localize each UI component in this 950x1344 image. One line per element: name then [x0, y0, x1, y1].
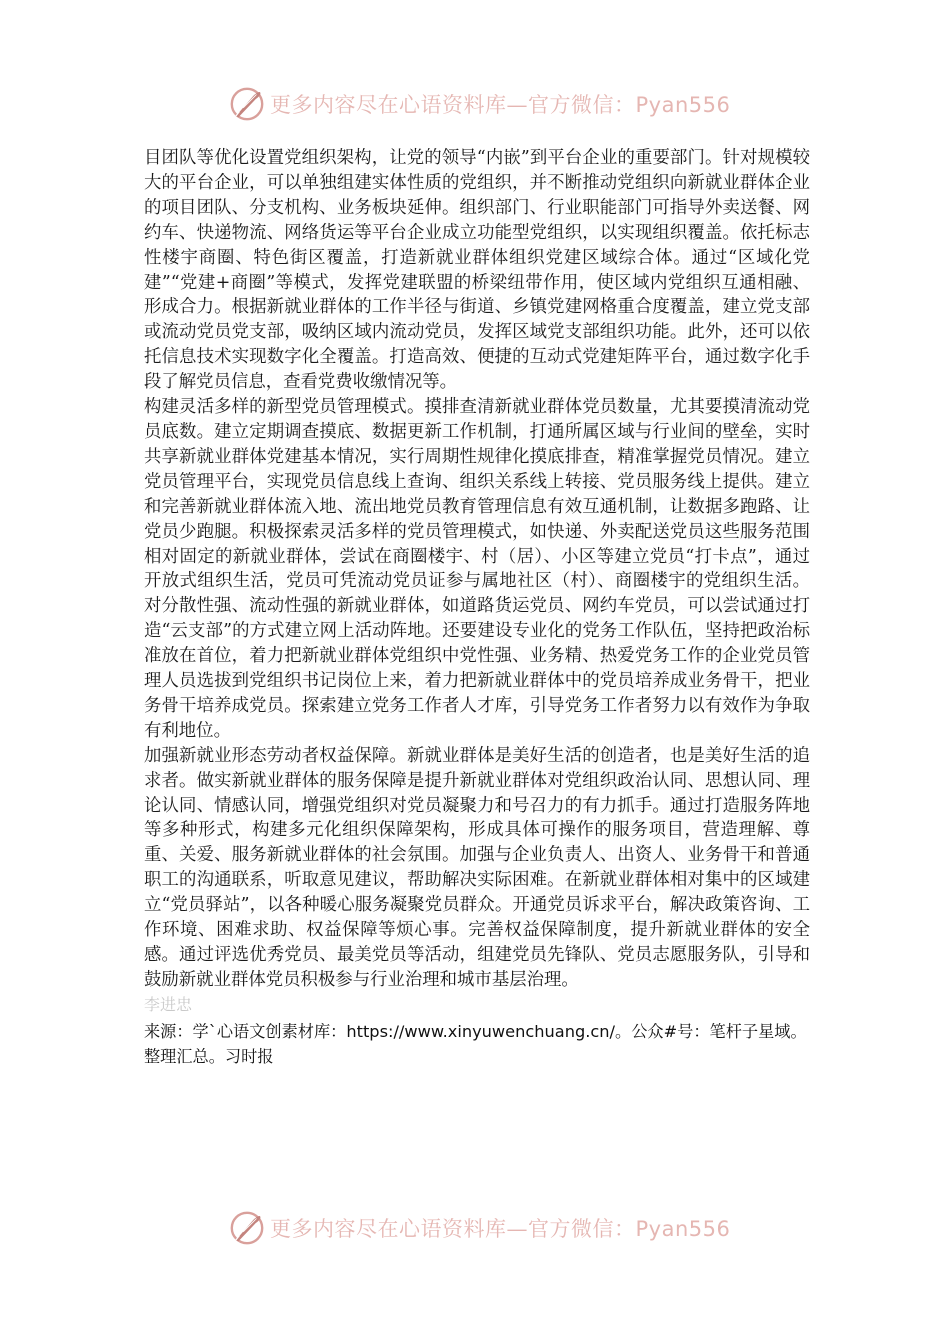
quill-pen-logo-icon — [228, 1209, 266, 1247]
watermark-text: 更多内容尽在心语资料库—官方微信：Pyan556 — [270, 93, 731, 117]
author-name: 李进忠 — [144, 994, 193, 1014]
paragraph: 加强新就业形态劳动者权益保障。新就业群体是美好生活的创造者，也是美好生活的追求者。做实新就业群体的服务保障是提升新就业群体对党组织政治认同、思想认同、理论认同、情感认同，增强党组织对党员凝聚力和号召力的有力抓手。通过打造服务阵地等多种形式，构建多元化组织保障架构，形成具体可操作的服务项目，营造理解、尊重、关爱、服务新就业群体的社会氛围。加强与企业负责人、出资人、业务骨干和普通职工的沟通联系，听取意见建议，帮助解决实际困难。在新就业群体相对集中的区域建立“党员驿站”，以各种暖心服务凝聚党员群众。开通党员诉求平台，解决政策咨询、工作环境、困难求助、权益保障等烦心事。完善权益保障制度，提升新就业群体的安全感。通过评选优秀党员、最美党员等活动，组建党员先锋队、党员志愿服务队，引导和鼓励新就业群体党员积极参与行业治理和城市基层治理。 — [144, 745, 810, 990]
watermark-inner — [228, 1208, 730, 1248]
article-body — [144, 146, 810, 1070]
paragraph: 构建灵活多样的新型党员管理模式。摸排查清新就业群体党员数量，尤其要摸清流动党员底数。建立定期调查摸底、数据更新工作机制，打通所属区域与行业间的壁垒，实时共享新就业群体党建基本情况，实行周期性规律化摸底排查，精准掌握党员情况。建立党员管理平台，实现党员信息线上查询、组织关系线上转接、党员服务线上提供。建立和完善新就业群体流入地、流出地党员教育管理信息有效互通机制，让数据多跑路、让党员少跑腿。积极探索灵活多样的党员管理模式，如快递、外卖配送党员这些服务范围相对固定的新就业群体，尝试在商圈楼宇、村（居）、小区等建立党员“打卡点”，通过开放式组织生活，党员可凭流动党员证参与属地社区（村）、商圈楼宇的党组织生活。对分散性强、流动性强的新就业群体，如道路货运党员、网约车党员，可以尝试通过打造“云支部”的方式建立网上活动阵地。还要建设专业化的党务工作队伍，坚持把政治标准放在首位，着力把新就业群体党组织中党性强、业务精、热爱党务工作的企业党员管理人员选拔到党组织书记岗位上来，着力把新就业群体中的党员培养成业务骨干，把业务骨干培养成党员。探索建立党务工作者人才库，引导党务工作者努力以有效作为争取有利地位。 — [144, 397, 810, 741]
quill-pen-logo-icon — [228, 85, 266, 123]
watermark-text: 更多内容尽在心语资料库—官方微信：Pyan556 — [270, 1217, 731, 1241]
watermark-banner-top — [0, 84, 950, 124]
watermark-banner-bottom — [0, 1208, 950, 1248]
watermark-inner — [228, 84, 730, 124]
source-note: 来源：学`心语文创素材库：https://www.xinyuwenchuang.cn/。公众#号：笔杆子星域。整理汇总。习时报 — [144, 1021, 807, 1066]
paragraph: 目团队等优化设置党组织架构，让党的领导“内嵌”到平台企业的重要部门。针对规模较大的平台企业，可以单独组建实体性质的党组织，并不断推动党组织向新就业群体企业的项目团队、分支机构、业务板块延伸。组织部门、行业职能部门可指导外卖送餐、网约车、快递物流、网络货运等平台企业成立功能型党组织，以实现组织覆盖。依托标志性楼宇商圈、特色街区覆盖，打造新就业群体组织党建区域综合体。通过“区域化党建”“党建+商圈”等模式，发挥党建联盟的桥梁纽带作用，使区域内党组织互通相融、形成合力。根据新就业群体的工作半径与街道、乡镇党建网格重合度覆盖，建立党支部或流动党员党支部，吸纳区域内流动党员，发挥区域党支部组织功能。此外，还可以依托信息技术实现数字化全覆盖。打造高效、便捷的互动式党建矩阵平台，通过数字化手段了解党员信息，查看党费收缴情况等。 — [144, 148, 810, 393]
